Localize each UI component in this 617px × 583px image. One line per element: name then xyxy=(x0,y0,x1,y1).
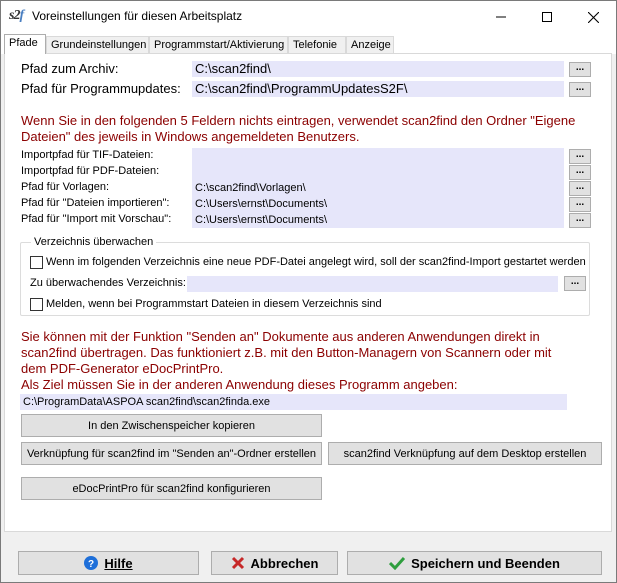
window-title: Voreinstellungen für diesen Arbeitsplatz xyxy=(32,9,243,23)
help-icon xyxy=(84,556,98,570)
watch-folder-legend: Verzeichnis überwachen xyxy=(31,236,156,248)
updates-path-label: Pfad für Programmupdates: xyxy=(21,81,181,96)
help-button[interactable] xyxy=(18,551,199,575)
configure-edocprintpro-button[interactable]: eDocPrintPro für scan2find konfigurieren xyxy=(21,477,322,500)
copy-to-clipboard-button[interactable]: In den Zwischenspeicher kopieren xyxy=(21,414,322,437)
archive-path-label: Pfad zum Archiv: xyxy=(21,61,119,76)
preview-import-browse-button[interactable]: ... xyxy=(569,213,591,228)
tif-browse-button[interactable]: ... xyxy=(569,149,591,164)
title-bar xyxy=(1,1,616,33)
tif-path-label: Importpfad für TIF-Dateien: xyxy=(21,149,154,161)
watch-dir-label: Zu überwachendes Verzeichnis: xyxy=(30,277,186,289)
close-icon xyxy=(588,12,599,23)
tab-telefonie[interactable]: Telefonie xyxy=(288,36,346,53)
minimize-button[interactable] xyxy=(478,1,524,33)
cancel-button-label: Abbrechen xyxy=(250,555,319,571)
close-button[interactable] xyxy=(570,1,616,33)
cancel-button[interactable] xyxy=(211,551,338,575)
templates-path-field[interactable]: C:\scan2find\Vorlagen\ xyxy=(192,180,564,196)
templates-browse-button[interactable]: ... xyxy=(569,181,591,196)
notify-checkbox[interactable] xyxy=(30,298,43,311)
tab-anzeige[interactable]: Anzeige xyxy=(346,36,394,53)
watch-dir-browse-button[interactable]: ... xyxy=(564,276,586,291)
updates-browse-button[interactable]: ... xyxy=(569,82,591,97)
save-and-exit-button[interactable] xyxy=(347,551,602,575)
preview-import-path-label: Pfad für "Import mit Vorschau": xyxy=(21,213,172,225)
templates-path-label: Pfad für Vorlagen: xyxy=(21,181,110,193)
maximize-button[interactable] xyxy=(524,1,570,33)
notify-label: Melden, wenn bei Programmstart Dateien in diesem Verzeichnis sind xyxy=(46,298,382,310)
updates-path-field[interactable]: C:\scan2find\ProgrammUpdatesS2F\ xyxy=(192,81,564,97)
preview-import-path-field[interactable]: C:\Users\ernst\Documents\ xyxy=(192,212,564,228)
pdf-browse-button[interactable]: ... xyxy=(569,165,591,180)
pdf-path-label: Importpfad für PDF-Dateien: xyxy=(21,165,160,177)
archive-path-field[interactable]: C:\scan2find\ xyxy=(192,61,564,77)
maximize-icon xyxy=(542,12,552,22)
sendto-info-text: Sie können mit der Funktion "Senden an" Dokumente aus anderen Anwendungen direkt in scan2find übertragen. Das funktioniert z.B. mit den Button-Managern von Scannern oder mit dem PDF-Generator eDocPrintPro. xyxy=(21,329,552,376)
pdf-path-field[interactable] xyxy=(192,164,564,180)
tab-grundeinstellungen[interactable]: Grundeinstellungen xyxy=(46,36,149,53)
cancel-x-icon xyxy=(231,556,245,570)
tif-path-field[interactable] xyxy=(192,148,564,164)
watch-dir-field[interactable] xyxy=(187,276,558,292)
sendto-target-text: Als Ziel müssen Sie in der anderen Anwendung dieses Programm angeben: xyxy=(21,377,458,392)
archive-browse-button[interactable]: ... xyxy=(569,62,591,77)
tab-programmstart[interactable]: Programmstart/Aktivierung xyxy=(149,36,288,53)
app-logo: s2f xyxy=(9,8,24,23)
auto-import-label: Wenn im folgenden Verzeichnis eine neue PDF-Datei angelegt wird, soll der scan2find-Import gestartet werden xyxy=(46,256,586,268)
import-files-path-field[interactable]: C:\Users\ernst\Documents\ xyxy=(192,196,564,212)
import-files-browse-button[interactable]: ... xyxy=(569,197,591,212)
program-path-field[interactable]: C:\ProgramData\ASPOA scan2find\scan2finda.exe xyxy=(20,394,567,410)
info-text: Wenn Sie in den folgenden 5 Feldern nichts eintragen, verwendet scan2find den Ordner "Eigene Dateien" des jeweils in Windows angemeldeten Benutzers. xyxy=(21,113,576,144)
svg-text:?: ? xyxy=(88,559,95,570)
create-sendto-shortcut-button[interactable]: Verknüpfung für scan2find im "Senden an"-Ordner erstellen xyxy=(21,442,322,465)
help-button-label: Hilfe xyxy=(104,555,133,571)
save-button-label: Speichern und Beenden xyxy=(411,555,560,571)
auto-import-checkbox[interactable] xyxy=(30,256,43,269)
import-files-path-label: Pfad für "Dateien importieren": xyxy=(21,197,170,209)
create-desktop-shortcut-button[interactable]: scan2find Verknüpfung auf dem Desktop erstellen xyxy=(328,442,602,465)
checkmark-icon xyxy=(389,556,405,570)
minimize-icon xyxy=(496,12,506,22)
tab-pfade[interactable]: Pfade xyxy=(4,34,46,54)
